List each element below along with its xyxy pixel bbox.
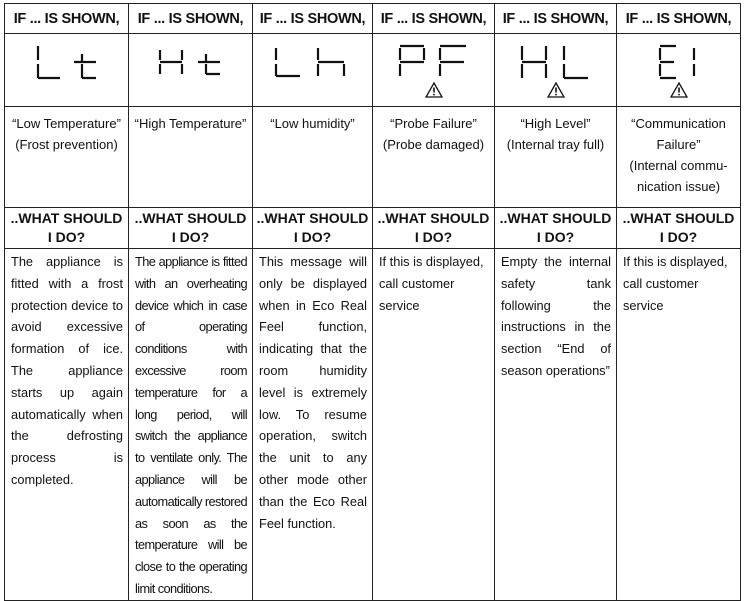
segment-display-hl: [516, 44, 596, 80]
meaning-cell: “Communication Failure” (Internal commu- nication issue): [617, 107, 741, 208]
display-code-cell: [253, 34, 373, 107]
action-header-cell: ..WHAT SHOULD I DO?: [129, 208, 253, 249]
troubleshooting-table: [4, 3, 741, 601]
action-cell: Empty the internal safety tank following the instructions in the section “End of season operations”: [495, 249, 617, 601]
header-cell: IF ... IS SHOWN,: [617, 4, 741, 34]
display-code-cell: [5, 34, 129, 107]
meaning-cell: “Low Temperature” (Frost prevention): [5, 107, 129, 208]
segment-display-e1: [654, 44, 704, 80]
display-code-cell: [129, 34, 253, 107]
warning-icon: [547, 82, 565, 98]
segment-display-pf: [394, 44, 474, 80]
segment-display-lh: [270, 44, 356, 80]
display-code-row: [5, 34, 741, 107]
action-header-cell: ..WHAT SHOULD I DO?: [5, 208, 129, 249]
action-header-cell: ..WHAT SHOULD I DO?: [373, 208, 495, 249]
action-header-row: [5, 208, 741, 249]
action-cell: If this is displayed, call customer service: [617, 249, 741, 601]
action-row: [5, 249, 741, 601]
action-header-cell: ..WHAT SHOULD I DO?: [495, 208, 617, 249]
display-code-cell: [373, 34, 495, 107]
meaning-cell: “High Temperature”: [129, 107, 253, 208]
action-cell: If this is displayed, call customer service: [373, 249, 495, 601]
warning-icon: [670, 82, 688, 98]
action-header-cell: ..WHAT SHOULD I DO?: [253, 208, 373, 249]
action-header-cell: ..WHAT SHOULD I DO?: [617, 208, 741, 249]
action-cell: The appliance is fitted with an overheating device which in case of operating conditions with excessive room temperature for a long period, will switch the appliance to ventilate only. The appliance will be automatically restored as soon as the temperature will be close to the operating limit conditions.: [129, 249, 253, 601]
meaning-cell: “Low humidity”: [253, 107, 373, 208]
meaning-cell: “High Level” (Internal tray full): [495, 107, 617, 208]
header-cell: IF ... IS SHOWN,: [495, 4, 617, 34]
display-code-cell: [495, 34, 617, 107]
header-row: [5, 4, 741, 34]
meaning-row: [5, 107, 741, 208]
header-cell: IF ... IS SHOWN,: [129, 4, 253, 34]
warning-icon: [425, 82, 443, 98]
segment-display-ht: [154, 44, 228, 80]
header-cell: IF ... IS SHOWN,: [253, 4, 373, 34]
action-cell: The appliance is fitted with a frost protection device to avoid excessive formation of ice. The appliance starts up again automatically when the defrosting process is completed.: [5, 249, 129, 601]
display-code-cell: [617, 34, 741, 107]
action-cell: This message will only be displayed when in Eco Real Feel function, indicating that the room humidity level is extremely low. To resume operation, switch the unit to any other mode other than the Eco Real Feel function.: [253, 249, 373, 601]
header-cell: IF ... IS SHOWN,: [373, 4, 495, 34]
meaning-cell: “Probe Failure” (Probe damaged): [373, 107, 495, 208]
header-cell: IF ... IS SHOWN,: [5, 4, 129, 34]
segment-display-lt: [30, 44, 104, 80]
